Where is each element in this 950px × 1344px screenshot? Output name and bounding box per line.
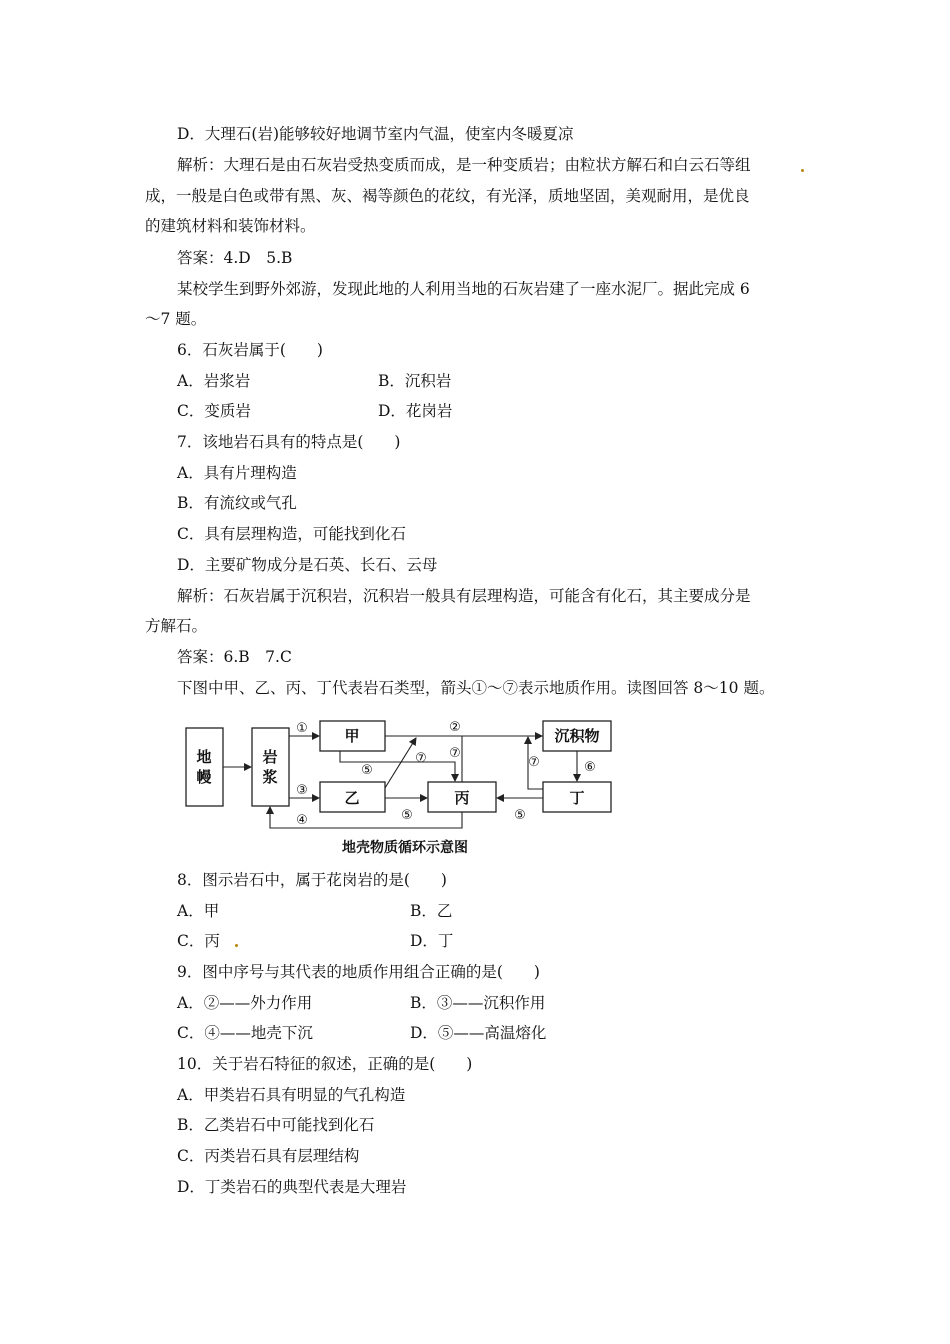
label-5-yi: ⑤ <box>401 808 413 823</box>
label-7-diag: ⑦ <box>415 751 427 766</box>
q8-stem: 8．图示岩石中，属于花岗岩的是( ) <box>177 871 447 889</box>
q7-analysis-line2: 方解石。 <box>145 617 208 635</box>
q10-option-a: A．甲类岩石具有明显的气孔构造 <box>177 1086 406 1104</box>
q6-stem: 6．石灰岩属于( ) <box>177 341 323 359</box>
arrow-yi-diagonal <box>385 738 416 788</box>
q6-7-intro-line2: ～7 题。 <box>145 310 207 328</box>
arrow-jia-bing <box>340 751 455 781</box>
q5-analysis-line3: 的建筑材料和装饰材料。 <box>145 217 316 235</box>
magma-label-2: 浆 <box>262 768 278 786</box>
q8-10-intro: 下图中甲、乙、丙、丁代表岩石类型，箭头①～⑦表示地质作用。读图回答 8～10 题。 <box>177 679 775 697</box>
q6-7-intro-line1: 某校学生到野外郊游，发现此地的人利用当地的石灰岩建了一座水泥厂。据此完成 6 <box>177 280 750 298</box>
q5-analysis-line1: 解析：大理石是由石灰岩受热变质而成，是一种变质岩；由粒状方解石和白云石等组 <box>177 156 751 174</box>
ding-label: 丁 <box>569 789 585 807</box>
q5-analysis-line2: 成，一般是白色或带有黑、灰、褐等颜色的花纹，有光泽，质地坚固，美观耐用，是优良 <box>145 187 750 205</box>
q8-option-b: B．乙 <box>410 902 453 920</box>
q6-option-c: C．变质岩 <box>177 402 251 420</box>
q10-stem: 10．关于岩石特征的叙述，正确的是( ) <box>177 1055 473 1073</box>
magma-label-1: 岩 <box>262 748 278 766</box>
decorative-dot <box>801 169 804 172</box>
yi-label: 乙 <box>344 789 360 807</box>
label-7-bing: ⑦ <box>449 746 461 761</box>
q9-stem: 9．图中序号与其代表的地质作用组合正确的是( ) <box>177 963 540 981</box>
q9-option-a: A．②——外力作用 <box>177 994 313 1012</box>
q9-option-c: C．④——地壳下沉 <box>177 1024 313 1042</box>
mantle-label-1: 地 <box>196 748 212 766</box>
q5-option-d: D．大理石(岩)能够较好地调节室内气温，使室内冬暖夏凉 <box>177 125 574 143</box>
q5-answer: 答案：4.D 5.B <box>177 249 293 267</box>
q7-option-b: B．有流纹或气孔 <box>177 494 297 512</box>
magma-box <box>252 728 289 806</box>
decorative-dot <box>235 944 238 947</box>
rock-cycle-diagram <box>180 714 620 860</box>
q9-option-b: B．③——沉积作用 <box>410 994 546 1012</box>
q6-option-a: A．岩浆岩 <box>177 372 251 390</box>
label-5-ding: ⑤ <box>514 808 526 823</box>
q7-analysis-line1: 解析：石灰岩属于沉积岩，沉积岩一般具有层理构造，可能含有化石，其主要成分是 <box>177 587 751 605</box>
label-7-ding: ⑦ <box>528 755 540 770</box>
q8-option-a: A．甲 <box>177 902 220 920</box>
q8-option-c: C．丙 <box>177 932 220 950</box>
q6-option-d: D．花岗岩 <box>378 402 453 420</box>
label-2: ② <box>449 720 461 735</box>
q8-option-d: D．丁 <box>410 932 454 950</box>
label-4: ④ <box>296 813 308 828</box>
q9-option-d: D．⑤——高温熔化 <box>410 1024 547 1042</box>
q10-option-d: D．丁类岩石的典型代表是大理岩 <box>177 1178 407 1196</box>
rock-cycle-svg <box>180 714 620 860</box>
label-5-jia: ⑤ <box>361 763 373 778</box>
q7-option-d: D．主要矿物成分是石英、长石、云母 <box>177 556 438 574</box>
label-3: ③ <box>296 783 308 798</box>
q7-stem: 7．该地岩石具有的特点是( ) <box>177 433 401 451</box>
q6-option-b: B．沉积岩 <box>378 372 452 390</box>
q7-answer: 答案：6.B 7.C <box>177 648 292 666</box>
q7-option-a: A．具有片理构造 <box>177 464 297 482</box>
bing-label: 丙 <box>454 789 470 807</box>
mantle-box <box>186 728 223 806</box>
diagram-caption: 地壳物质循环示意图 <box>342 840 468 856</box>
q7-option-c: C．具有层理构造，可能找到化石 <box>177 525 406 543</box>
q10-option-c: C．丙类岩石具有层理结构 <box>177 1147 360 1165</box>
mantle-label-2: 幔 <box>196 768 212 786</box>
label-6: ⑥ <box>584 760 596 775</box>
label-1: ① <box>296 721 308 736</box>
jia-label: 甲 <box>344 727 360 745</box>
sediment-label: 沉积物 <box>554 727 600 745</box>
q10-option-b: B．乙类岩石中可能找到化石 <box>177 1116 375 1134</box>
